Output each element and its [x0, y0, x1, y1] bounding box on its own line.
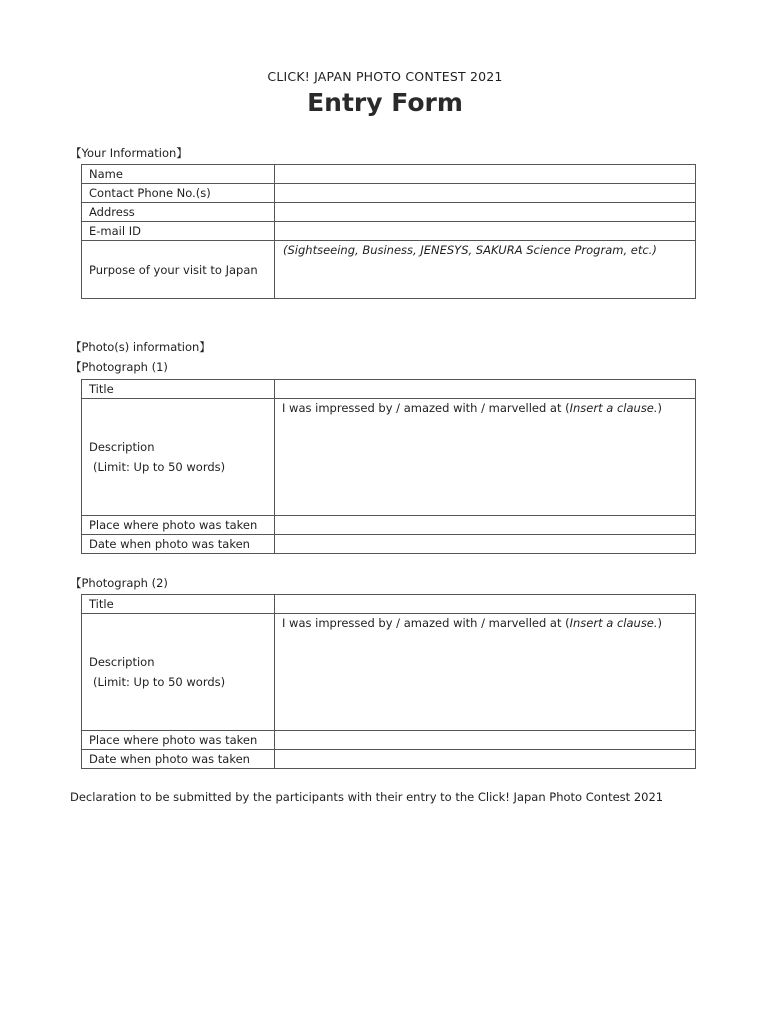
description-label: Description [89, 655, 155, 669]
description-label: Description [89, 440, 155, 454]
contest-title: CLICK! JAPAN PHOTO CONTEST 2021 [267, 69, 503, 84]
photo-information-heading: 【Photo(s) information】 [70, 340, 211, 354]
title-label: Title [82, 380, 275, 399]
title-field[interactable] [275, 380, 696, 399]
phone-field[interactable] [275, 184, 696, 203]
photograph-2-heading: 【Photograph (2) [70, 576, 168, 590]
date-field[interactable] [275, 535, 696, 554]
title-field[interactable] [275, 595, 696, 614]
your-information-table [81, 164, 696, 299]
place-label: Place where photo was taken [82, 731, 275, 750]
description-prefix: I was impressed by / amazed with / marvelled at ( [282, 401, 570, 415]
your-information-heading: 【Your Information】 [70, 146, 188, 160]
table-row [82, 516, 696, 535]
name-field[interactable] [275, 165, 696, 184]
table-row [82, 595, 696, 614]
description-label-cell [82, 614, 275, 731]
table-row [82, 614, 696, 731]
place-field[interactable] [275, 731, 696, 750]
table-row [82, 203, 696, 222]
table-row [82, 380, 696, 399]
description-suffix: ) [657, 401, 663, 415]
purpose-label: Purpose of your visit to Japan [82, 241, 275, 299]
table-row [82, 535, 696, 554]
title-label: Title [82, 595, 275, 614]
photograph-2-table [81, 594, 696, 769]
footer-note: Declaration to be submitted by the participants with their entry to the Click! Japan Photo Contest 2021 [70, 790, 664, 804]
date-label: Date when photo was taken [82, 535, 275, 554]
address-label: Address [82, 203, 275, 222]
date-field[interactable] [275, 750, 696, 769]
purpose-field[interactable]: (Sightseeing, Business, JENESYS, SAKURA Science Program, etc.) [275, 241, 696, 299]
address-field[interactable] [275, 203, 696, 222]
description-suffix: ) [657, 616, 663, 630]
table-row [82, 165, 696, 184]
description-label-cell [82, 399, 275, 516]
name-label: Name [82, 165, 275, 184]
table-row [82, 750, 696, 769]
table-row [82, 184, 696, 203]
description-hint: Insert a clause. [569, 616, 658, 630]
description-field[interactable] [275, 399, 696, 516]
description-field[interactable] [275, 614, 696, 731]
table-row [82, 241, 696, 299]
description-limit: (Limit: Up to 50 words) [93, 675, 226, 689]
place-field[interactable] [275, 516, 696, 535]
description-hint: Insert a clause. [569, 401, 658, 415]
form-title: Entry Form [307, 88, 463, 117]
email-label: E-mail ID [82, 222, 275, 241]
table-row [82, 731, 696, 750]
table-row [82, 222, 696, 241]
photograph-1-heading: 【Photograph (1) [70, 360, 168, 374]
description-limit: (Limit: Up to 50 words) [93, 460, 226, 474]
table-row [82, 399, 696, 516]
photograph-1-table [81, 379, 696, 554]
place-label: Place where photo was taken [82, 516, 275, 535]
description-prefix: I was impressed by / amazed with / marvelled at ( [282, 616, 570, 630]
date-label: Date when photo was taken [82, 750, 275, 769]
phone-label: Contact Phone No.(s) [82, 184, 275, 203]
email-field[interactable] [275, 222, 696, 241]
